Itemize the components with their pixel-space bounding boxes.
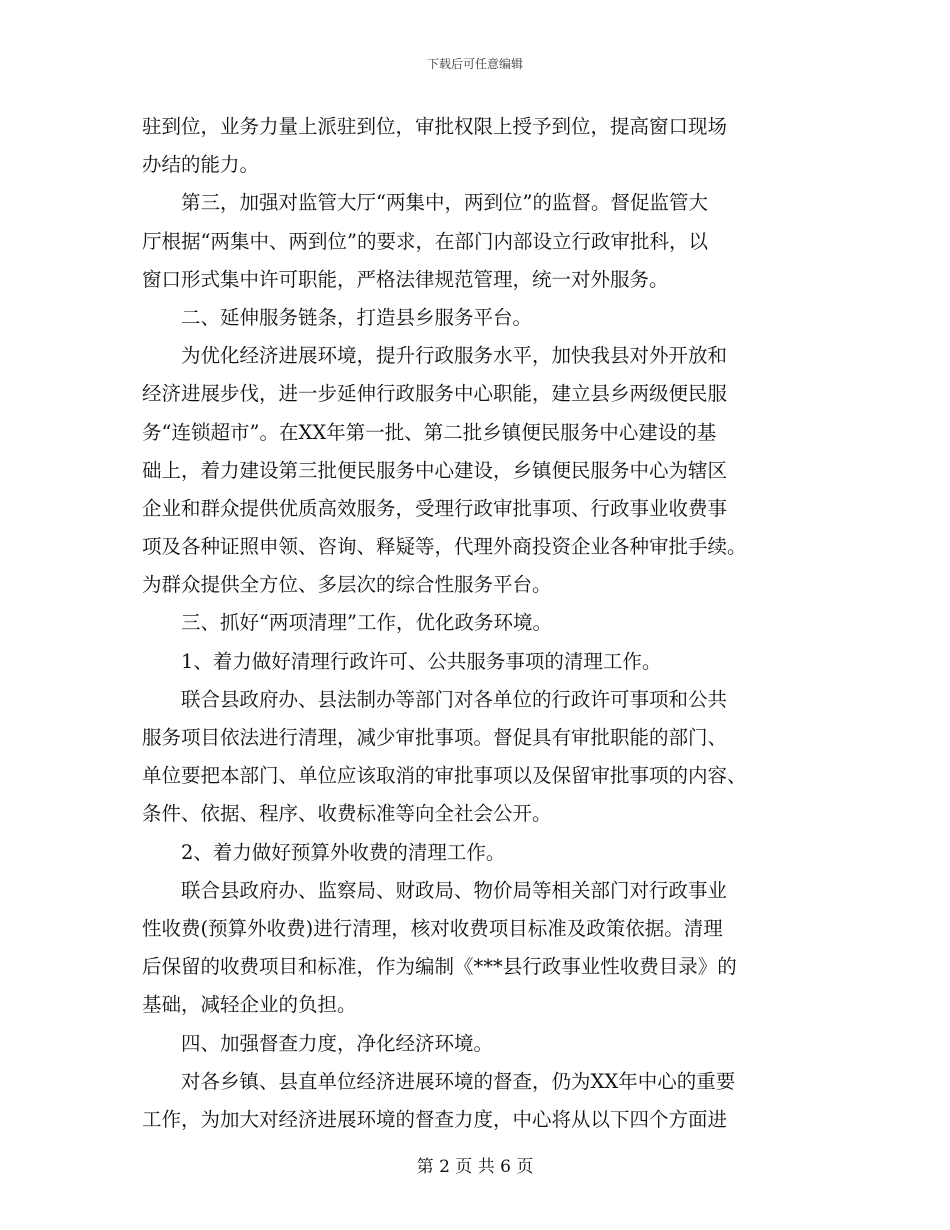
- text-line: 办结的能力。: [142, 153, 260, 177]
- page-number-footer: 第 2 页 共 6 页: [416, 1157, 534, 1177]
- section-heading: 四、加强督查力度，净化经济环境。: [142, 1031, 494, 1055]
- text-line: 经济进展步伐，进一步延伸行政服务中心职能，建立县乡两级便民服: [142, 382, 728, 406]
- text-line: 驻到位，业务力量上派驻到位，审批权限上授予到位，提高窗口现场: [142, 115, 728, 138]
- text-line: 工作，为加大对经济进展环境的督查力度，中心将从以下四个方面进: [142, 1107, 728, 1131]
- text-line: 条件、依据、程序、收费标准等向全社会公开。: [142, 802, 552, 826]
- text-line: 第三，加强对监管大厅“两集中，两到位”的监督。督促监管大: [142, 191, 708, 215]
- text-line: 联合县政府办、监察局、财政局、物价局等相关部门对行政事业: [142, 878, 728, 902]
- subsection-heading: 2、着力做好预算外收费的清理工作。: [142, 840, 506, 864]
- text-line: 性收费(预算外收费)进行清理，核对收费项目标准及政策依据。清理: [142, 916, 723, 940]
- text-line: 窗口形式集中许可职能，严格法律规范管理，统一对外服务。: [142, 267, 669, 291]
- text-line: 为群众提供全方位、多层次的综合性服务平台。: [142, 573, 552, 597]
- text-line: 后保留的收费项目和标准，作为编制《***县行政事业性收费目录》的: [142, 955, 737, 979]
- text-line: 为优化经济进展环境，提升行政服务水平，加快我县对外开放和: [142, 344, 728, 368]
- section-heading: 三、抓好“两项清理”工作，优化政务环境。: [142, 611, 552, 635]
- text-line: 项及各种证照申领、咨询、释疑等，代理外商投资企业各种审批手续。: [142, 535, 747, 559]
- document-body: [142, 108, 808, 1139]
- text-line: 厅根据“两集中、两到位”的要求，在部门内部设立行政审批科，以: [142, 229, 708, 253]
- text-line: 务“连锁超市”。在XX年第一批、第二批乡镇便民服务中心建设的基: [142, 420, 717, 444]
- text-line: 企业和群众提供优质高效服务，受理行政审批事项、行政事业收费事: [142, 496, 728, 520]
- subsection-heading: 1、着力做好清理行政许可、公共服务事项的清理工作。: [142, 649, 662, 673]
- text-line: 对各乡镇、县直单位经济进展环境的督查，仍为XX年中心的重要: [142, 1069, 736, 1093]
- text-line: 联合县政府办、县法制办等部门对各单位的行政许可事项和公共: [142, 687, 728, 711]
- text-line: 础上，着力建设第三批便民服务中心建设，乡镇便民服务中心为辖区: [142, 458, 728, 482]
- text-line: 单位要把本部门、单位应该取消的审批事项以及保留审批事项的内容、: [142, 764, 747, 788]
- page-header: 下载后可任意编辑: [426, 57, 523, 71]
- text-line: 服务项目依法进行清理，减少审批事项。督促具有审批职能的部门、: [142, 726, 728, 749]
- text-line: 基础，减轻企业的负担。: [142, 993, 357, 1017]
- section-heading: 二、延伸服务链条，打造县乡服务平台。: [142, 305, 533, 329]
